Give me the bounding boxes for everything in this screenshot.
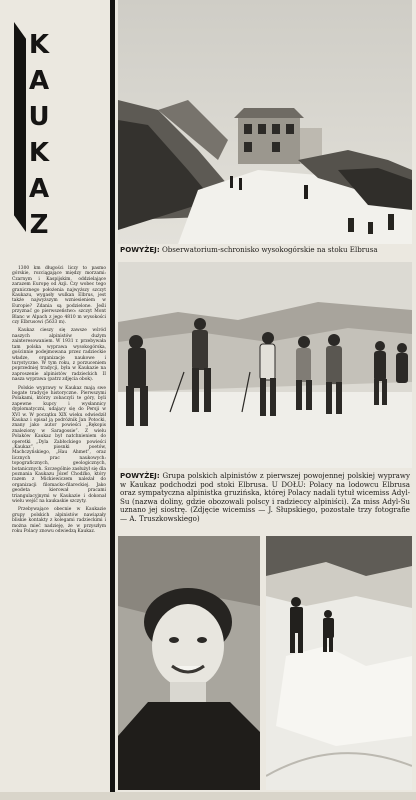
article-paragraph-2: Kaukaz cieszy się zawsze wśród naszych alpinistów dużym zainteresowaniem. W 1931 r. przebywała tam polska wyprawa wysokogórska, gościnnie podejmowana przez radzieckie władze, organizacje naukowe i turystyczne. W tym roku, z porzuceniem poprzedniej tradycji, była w Kaukazie na zaproszenie alpinistów radzieckich II nasza wyprawa (patrz zdjęcia obok). [12,328,106,383]
article-paragraph-4: Przebywające obecnie w Kaukazie grupy polskich alpinistów nawiązały bliskie kontakty z kolegami radzieckimi i można mieć nadzieję, że w przyszłym roku Polacy znowu odwiedzą Kaukaz. [12,507,106,535]
title-letter-6: Z [29,210,49,240]
photo-glacier [266,536,412,790]
article-body [12,266,106,538]
caption-climbers [120,472,410,524]
article-paragraph-3: Polskie wyprawy w Kaukaz mają swe bogate tradycje historyczne. Pierwszymi Polakami, którzy zobaczyli te góry, byli zapewne kupcy i wysłannicy dyplomatyczni, udający się do Persji w XVI w. W początku XIX wieku odwiedził Kaukaz i opisał ją podróżnik Jan Potocki, znany jako autor powieści „Rękopis znaleziony w Saragossie”. Z wielu Polaków Kaukaz był natchnieniem do operetki „Dyla Zabłockiego powieści „Kaukaz”, piosnki poetów, Machczyńskiego, „Hau Ahmet”, oraz licznych prac naukowych: topograficznych, geologicznych, botanicznych. Szczególnie zasłużył się dla poznania Kaukazu Józef Chodźko, który razem z Mickiewiczem należał do organizacji filomacko-filareckiej. Jako geodeta kierował pracami triangulacyjnymi w Kaukazie i dokonał wielu wejść na kaukaskie szczyty. [12,385,106,505]
photo-vicemiss-portrait [118,536,260,790]
column-rule [110,0,115,800]
page-footer-strip [0,792,416,800]
photo-climbers-group [118,262,412,468]
title-letter-4: K [28,138,50,168]
caption-top-text: Obserwatorium-schronisko wysokogórskie na stoku Elbrusa [161,245,378,254]
title-letter-3: U [28,102,50,132]
title-letter-5: A [28,174,50,204]
caption-top-lead: POWYŻEJ: [120,245,160,254]
photo-observatory [118,0,412,244]
title-letter-1: K [28,30,50,60]
caption-observatory [120,246,410,255]
title-letter-2: A [28,66,50,96]
caption-middle-text: Grupa polskich alpinistów z pierwszej powojennej polskiej wyprawy w Kaukaz podchodzi pod stoki Elbrusa. U DOŁU: Polacy na lodowcu Elbrusa oraz sympatyczna alpinistka gruzińska, której Polacy nadali tytuł wicemiss Adyl-Su (nazwa doliny, gdzie obozowali polscy i radzieccy alpiniści). Za miss Adyl-Su uznano jej siostrę. (Zdjęcie wicemiss — J. Słupskiego, pozostałe trzy fotografie — A. Truszkowskiego) [120,471,410,523]
caption-middle-lead: POWYŻEJ: [120,471,160,480]
article-paragraph-1: 1300 km długości liczy to pasmo górskie, rozciągające między morzami: Czarnym i Kaspijskim, oddzielające zarazem Europę od Azji. Czy wobec tego granicznego położenia najwyższy szczyt Kaukazu, wygasły wulkan Elbrus, jest także najwyższym wzniesieniem w Europie? Zdania są podzielone. Jeśli przyznać go pierwszeństwo: szczyt Mont Blanc w Alpach z jego 4810 m wysokości czy Elbrusowi (5633 m). [12,266,106,326]
